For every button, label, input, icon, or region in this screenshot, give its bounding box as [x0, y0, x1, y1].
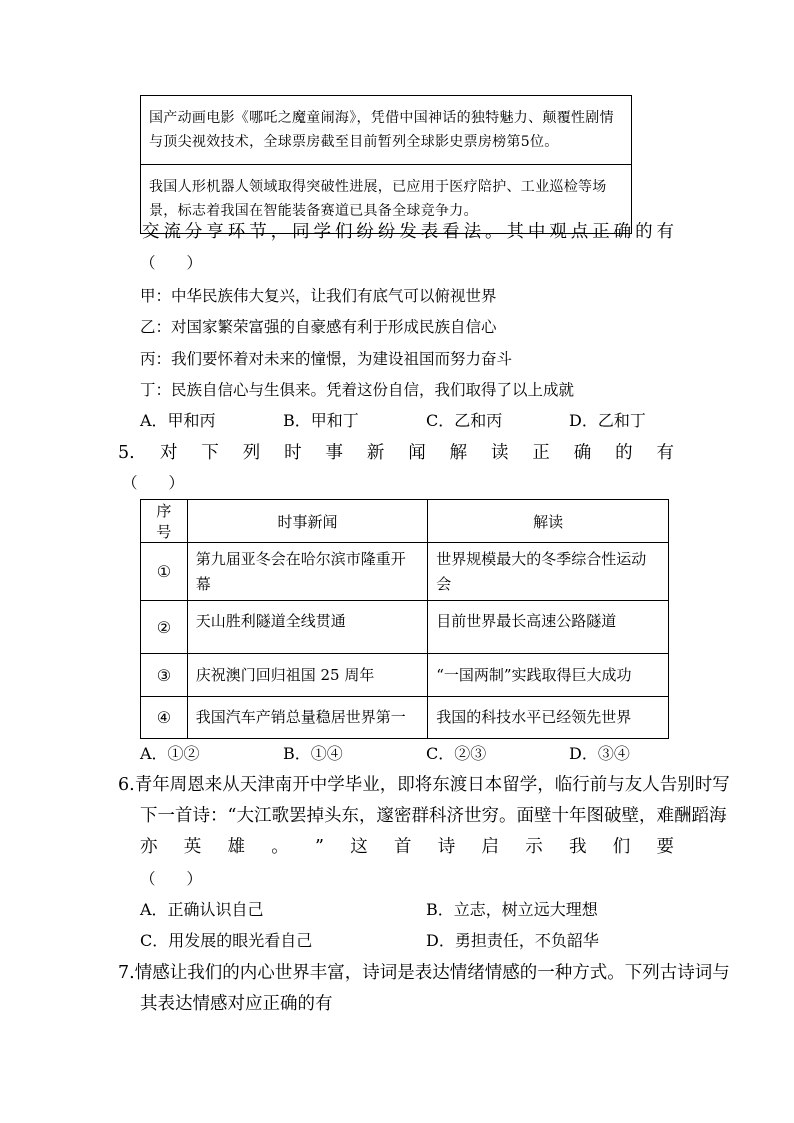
stem-char: 观 — [549, 222, 567, 242]
stem-char: 下 — [201, 443, 219, 463]
q6-line-2: 下一首诗：“大江歌罢掉头东，邃密群科济世穷。面壁十年图破壁，难酬蹈海 — [140, 806, 727, 826]
q4-option-a: A．甲和丙 — [140, 411, 216, 430]
stem-char: 亦 — [140, 837, 158, 857]
q4-statement-a: 甲：中华民族伟大复兴，让我们有底气可以俯视世界 — [140, 287, 497, 305]
stem-char: 的 — [615, 443, 633, 463]
table-row — [141, 697, 669, 739]
q6-line-3 — [140, 834, 674, 860]
row-number: ① — [141, 543, 188, 601]
q5-option-d: D．③④ — [569, 744, 630, 763]
q5-number: 5. — [118, 443, 135, 463]
q7-line-1: 7.情感让我们的内心世界丰富，诗词是表达情绪情感的一种方式。下列古诗词与 — [118, 963, 730, 983]
q4-option-b: B．甲和丁 — [283, 411, 359, 430]
stem-char: 享 — [206, 222, 224, 242]
stem-char: 的 — [635, 222, 653, 242]
header-no: 序号 — [141, 500, 188, 543]
stem-char: 其 — [506, 222, 524, 242]
stem-char: 英 — [183, 837, 202, 857]
q4-option-d: D．乙和丁 — [569, 411, 646, 430]
stem-char: ， — [270, 222, 289, 242]
material-box — [140, 95, 632, 234]
stem-char: 雄 — [227, 837, 245, 857]
q5-answer-paren: （ ） — [122, 474, 185, 492]
row-number: ④ — [141, 697, 188, 739]
stem-char: 示 — [525, 837, 543, 857]
table-header-row — [141, 500, 669, 543]
q5-option-b: B．①④ — [283, 744, 343, 763]
stem-char: 读 — [491, 443, 509, 463]
q4-statement-b: 乙：对国家繁荣富强的自豪感有利于形成民族自信心 — [140, 318, 497, 336]
stem-char: 诗 — [437, 837, 456, 857]
stem-char: 们 — [334, 222, 353, 242]
q4-option-c: C．乙和丙 — [426, 411, 503, 430]
row-number: ③ — [141, 654, 188, 697]
q5-stem — [160, 440, 674, 466]
news-table — [140, 499, 669, 739]
stem-char: 启 — [481, 837, 499, 857]
stem-char: 表 — [420, 222, 439, 242]
material-item: 我国人形机器人领域取得突破性进展，已应用于医疗陪护、工业巡检等场景，标志着我国在智能装备赛道已具备全球竞争力。 — [141, 164, 631, 233]
stem-char: 对 — [160, 443, 178, 463]
table-row — [141, 601, 669, 654]
q4-statement-c: 丙：我们要怀着对未来的憧憬，为建设祖国而努力奋斗 — [140, 350, 513, 368]
q6-answer-paren: （ ） — [140, 870, 203, 888]
stem-char: 中 — [527, 222, 546, 242]
stem-char: 分 — [184, 222, 203, 242]
stem-char: 有 — [656, 443, 674, 463]
stem-char: 纷 — [356, 222, 374, 242]
stem-char: 事 — [325, 443, 343, 463]
stem-char: 解 — [449, 443, 468, 463]
stem-char: 流 — [163, 222, 181, 242]
q7-line-2: 其表达情感对应正确的有 — [140, 994, 333, 1014]
stem-char: ” — [315, 837, 324, 857]
stem-char: 列 — [242, 443, 261, 463]
header-news: 时事新闻 — [187, 500, 427, 543]
stem-char: 交 — [142, 222, 160, 242]
row-news: 我国汽车产销总量稳居世界第一 — [187, 697, 427, 739]
stem-char: 学 — [313, 222, 331, 242]
stem-char: 确 — [573, 443, 592, 463]
stem-char: 要 — [656, 837, 674, 857]
stem-char: 正 — [532, 443, 550, 463]
stem-char: 有 — [656, 222, 674, 242]
q5-option-a: A．①② — [140, 744, 200, 763]
stem-char: 法 — [463, 222, 482, 242]
row-reading: 目前世界最长高速公路隧道 — [428, 601, 669, 654]
stem-char: 时 — [284, 443, 302, 463]
row-reading: “一国两制”实践取得巨大成功 — [428, 654, 669, 697]
stem-char: 新 — [366, 443, 385, 463]
stem-char: 同 — [292, 222, 310, 242]
stem-char: 看 — [442, 222, 460, 242]
stem-char: 确 — [613, 222, 632, 242]
q4-stem — [142, 219, 674, 245]
stem-char: 。 — [271, 837, 289, 857]
table-row — [141, 654, 669, 697]
table-row — [141, 543, 669, 601]
q6-option-b: B．立志，树立远大理想 — [426, 900, 598, 919]
row-news: 第九届亚冬会在哈尔滨市隆重开幕 — [187, 543, 427, 601]
stem-char: 纷 — [377, 222, 396, 242]
q6-option-d: D．勇担责任，不负韶华 — [426, 931, 599, 950]
stem-char: 闻 — [408, 443, 426, 463]
row-reading: 世界规模最大的冬季综合性运动会 — [428, 543, 669, 601]
q5-option-c: C．②③ — [426, 744, 487, 763]
q4-statement-d: 丁：民族自信心与生俱来。凭着这份自信，我们取得了以上成就 — [140, 381, 575, 399]
stem-char: 。 — [485, 222, 503, 242]
stem-char: 环 — [227, 222, 246, 242]
stem-char: 们 — [612, 837, 631, 857]
stem-char: 发 — [399, 222, 417, 242]
stem-char: 点 — [570, 222, 589, 242]
row-reading: 我国的科技水平已经领先世界 — [428, 697, 669, 739]
q6-option-c: C．用发展的眼光看自己 — [140, 931, 313, 950]
stem-char: 正 — [592, 222, 610, 242]
material-item: 国产动画电影《哪吒之魔童闹海》，凭借中国神话的独特魅力、颠覆性剧情与顶尖视效技术，全球票房截至目前暂列全球影史票房榜第5位。 — [149, 110, 614, 150]
header-reading: 解读 — [428, 500, 669, 543]
q6-option-a: A．正确认识自己 — [140, 900, 264, 919]
stem-char: 首 — [393, 837, 412, 857]
stem-char: 这 — [350, 837, 368, 857]
q4-answer-paren: （ ） — [140, 254, 203, 272]
stem-char: 我 — [568, 837, 587, 857]
row-news: 庆祝澳门回归祖国 25 周年 — [187, 654, 427, 697]
stem-char: 节 — [249, 222, 267, 242]
q6-line-1: 6.青年周恩来从天津南开中学毕业，即将东渡日本留学，临行前与友人告别时写 — [118, 775, 730, 795]
row-number: ② — [141, 601, 188, 654]
row-news: 天山胜利隧道全线贯通 — [187, 601, 427, 654]
